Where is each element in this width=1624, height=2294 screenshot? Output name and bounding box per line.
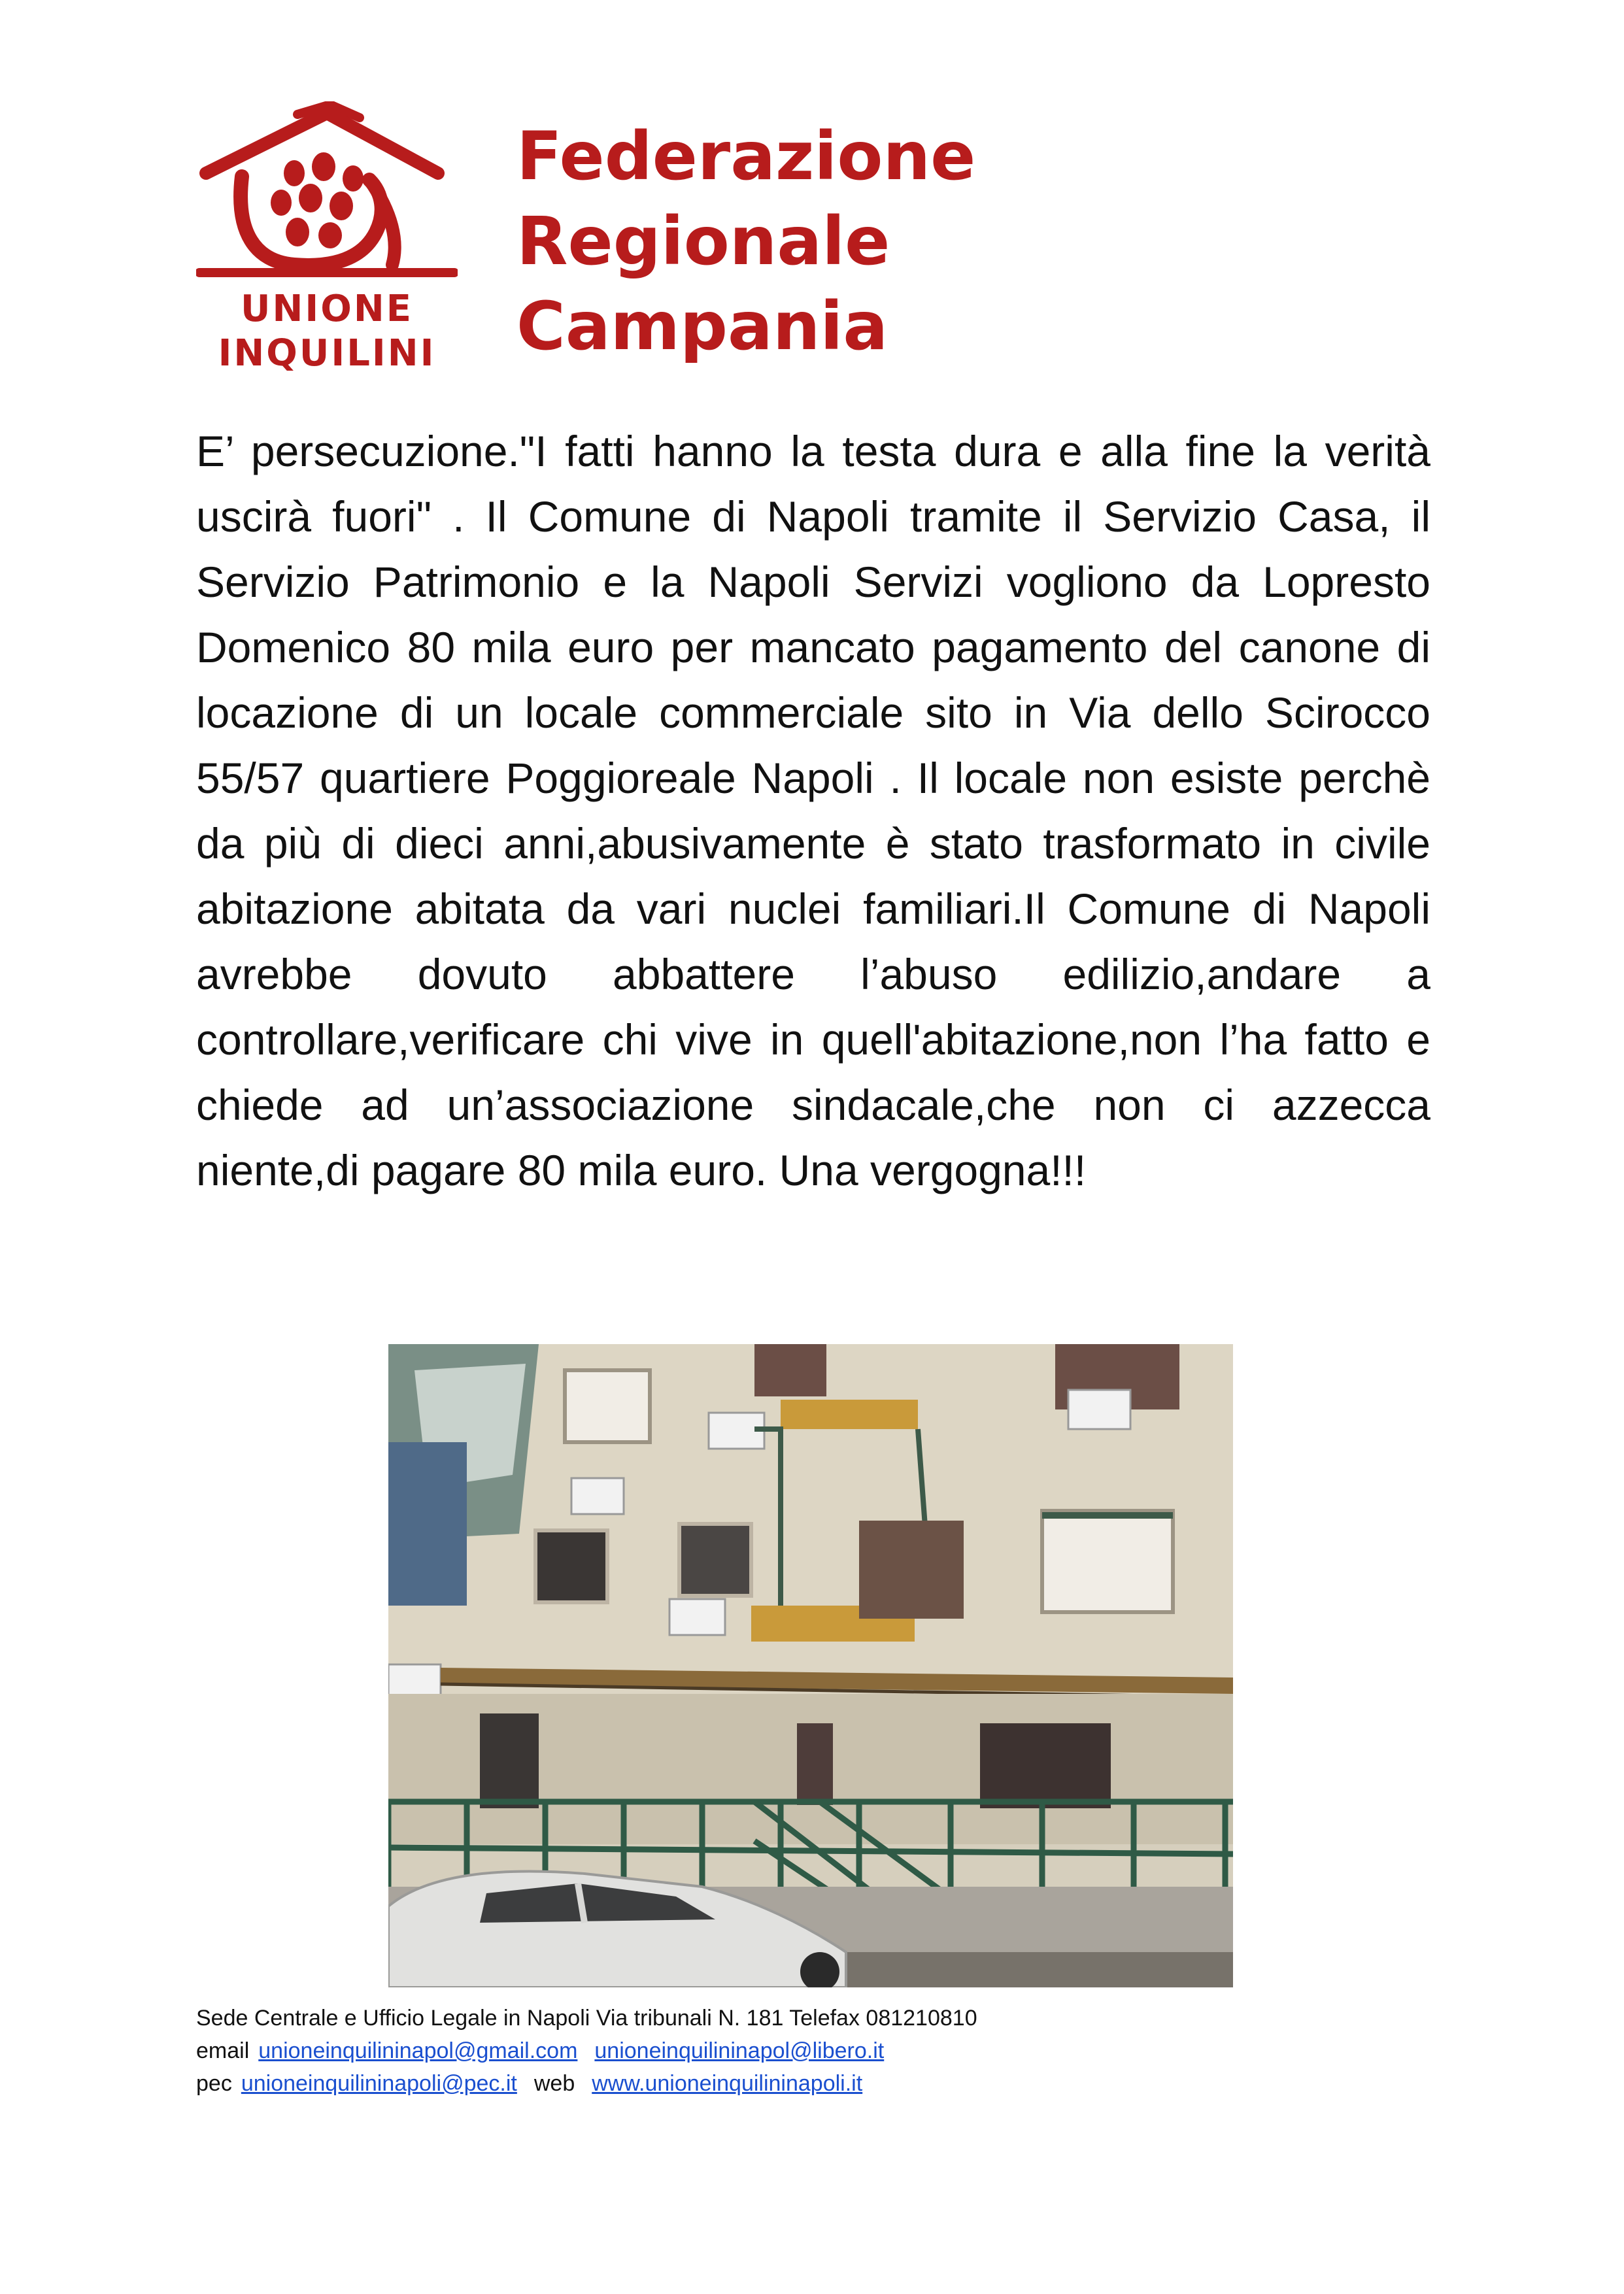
- article-body: E’ persecuzione."I fatti hanno la testa dura e alla fine la verità uscirà fuori" . Il Comune di Napoli tramite il Servizio Casa, il Servizio Patrimonio e la Napoli Servizi vogliono da Lopresto Domenico 80 mila euro per mancato pagamento del canone di locazione di un locale commerciale sito in Via dello Scirocco 55/57 quartiere Poggioreale Napoli . Il locale non esiste perchè da più di dieci anni,abusivamente è stato trasformato in civile abitazione abitata da vari nuclei familiari.Il Comune di Napoli avrebbe dovuto abbattere l’abuso edilizio,andare a controllare,verificare chi vive in quell'abitazione,non l’ha fatto e chiede ad un’associazione sindacale,che non ci azzecca niente,di pagare 80 mila euro. Una vergogna!!!: [196, 427, 1430, 1194]
- logo-text-unione: UNIONE: [241, 288, 413, 330]
- unione-inquilini-logo: [196, 101, 458, 376]
- pec-label: pec: [196, 2071, 232, 2096]
- email-libero-link[interactable]: unioneinquilininapol@libero.it: [594, 2038, 885, 2063]
- pec-web-line: [196, 2067, 1373, 2100]
- email-label: email: [196, 2038, 250, 2063]
- contact-footer: [196, 2002, 1373, 2100]
- org-title-line: Campania: [516, 288, 888, 365]
- org-title-line: Regionale: [516, 203, 890, 280]
- house-with-dots-logo-icon: [196, 101, 458, 284]
- office-address-text: Sede Centrale e Ufficio Legale in Napoli Via tribunali N. 181 Telefax 081210810: [196, 2006, 977, 2031]
- email-line: [196, 2034, 1373, 2067]
- office-address: [196, 2002, 1373, 2034]
- pec-email-link[interactable]: unioneinquilininapoli@pec.it: [241, 2071, 517, 2096]
- apartment-building-photo: [388, 1344, 1233, 1987]
- organization-title: [516, 114, 1105, 369]
- website-link[interactable]: www.unioneinquilininapoli.it: [592, 2071, 863, 2096]
- org-title-line: Federazione: [516, 118, 976, 195]
- logo-text-inquilini: INQUILINI: [218, 332, 436, 375]
- email-gmail-link[interactable]: unioneinquilininapol@gmail.com: [258, 2038, 578, 2063]
- web-label: web: [533, 2071, 575, 2096]
